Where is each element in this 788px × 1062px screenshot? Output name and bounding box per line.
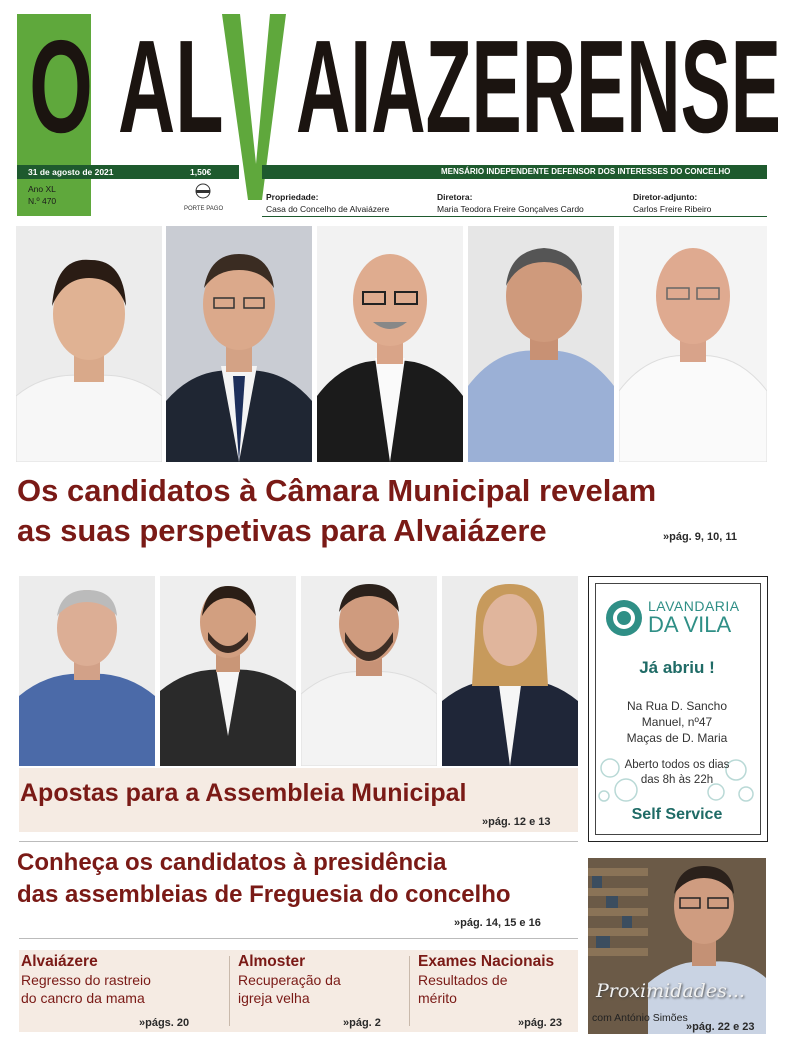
column-title: Proximidades... — [596, 980, 745, 1002]
masthead-title-right: AIAZERENSE — [296, 13, 781, 160]
freguesia-top-rule — [19, 841, 578, 842]
candidate-photo-5 — [619, 226, 767, 462]
assembleia-photo-4 — [442, 576, 578, 766]
lead-headline-line1: Os candidatos à Câmara Municipal revelam — [17, 473, 657, 508]
ad-brand-line2: DA VILA — [648, 612, 732, 637]
issue-date: 31 de agosto de 2021 — [28, 167, 114, 177]
bottom-story-3-line2: mérito — [418, 990, 457, 1006]
issue-year: Ano XL — [28, 184, 56, 194]
bottom-story-3[interactable] — [418, 953, 576, 1031]
lead-headline-line2: as suas perspetivas para Alvaiázere — [17, 513, 547, 548]
freguesia-page-ref: »pág. 14, 15 e 16 — [454, 917, 541, 929]
bottom-story-2-line2: igreja velha — [238, 990, 310, 1006]
ad-hours-line2: das 8h às 22h — [640, 774, 714, 786]
bottom-divider-2 — [409, 956, 410, 1026]
issue-number: N.º 470 — [28, 196, 57, 206]
proximidades-photo[interactable] — [588, 858, 766, 1034]
bottom-story-1-title: Alvaiázere — [21, 953, 98, 970]
freguesia-headline-line2: das assembleias de Freguesia do concelho — [17, 881, 511, 908]
bottom-story-2-line1: Recuperação da — [238, 972, 341, 988]
bottom-story-3-line1: Resultados de — [418, 972, 508, 988]
diretora-label: Diretora: — [437, 192, 473, 202]
column-page-ref: »pág. 22 e 23 — [686, 1021, 755, 1033]
bottom-divider-1 — [229, 956, 230, 1026]
masthead-tagline: MENSÁRIO INDEPENDENTE DEFENSOR DOS INTERESSES DO CONCELHO — [441, 167, 731, 176]
ad-self-service: Self Service — [631, 806, 723, 823]
washing-machine-icon — [604, 598, 644, 638]
ad-hours-line1: Aberto todos os dias — [624, 759, 730, 771]
candidate-photo-1 — [16, 226, 162, 462]
bottom-story-1-line2: do cancro da mama — [21, 990, 145, 1006]
masthead-o-letter: O — [29, 13, 93, 160]
candidate-photo-3 — [317, 226, 463, 462]
issue-price: 1,50€ — [190, 167, 212, 177]
ad-brand-line1: LAVANDARIA — [648, 598, 740, 614]
propriedade-label: Propriedade: — [266, 192, 319, 202]
assembleia-photo-2 — [160, 576, 296, 766]
assembleia-photo-3 — [301, 576, 437, 766]
bottom-story-2[interactable] — [238, 953, 406, 1031]
assembleia-photo-1 — [19, 576, 155, 766]
bottom-story-1-page-ref: »págs. 20 — [139, 1017, 190, 1029]
candidate-photo-4 — [468, 226, 614, 462]
diretor-adjunto-value: Carlos Freire Ribeiro — [633, 204, 712, 214]
porte-pago-stamp-icon — [188, 182, 218, 204]
column-byline: com António Simões — [592, 1012, 688, 1024]
ad-address-line1: Na Rua D. Sancho — [626, 699, 728, 713]
bottom-story-2-page-ref: »pág. 2 — [343, 1017, 381, 1029]
candidate-photo-2 — [166, 226, 312, 462]
diretor-adjunto-label: Diretor-adjunto: — [633, 192, 698, 202]
ad-address-line3: Maças de D. Maria — [626, 731, 728, 745]
freguesia-bottom-rule — [19, 938, 578, 939]
freguesia-headline-line1: Conheça os candidatos à presidência — [17, 849, 447, 876]
diretora-value: Maria Teodora Freire Gonçalves Cardo — [437, 204, 584, 214]
masthead-title-left: AL — [118, 13, 224, 160]
propriedade-value: Casa do Concelho de Alvaiázere — [266, 204, 390, 214]
ad-address-line2: Manuel, nº47 — [641, 715, 713, 729]
assembleia-page-ref: »pág. 12 e 13 — [482, 816, 551, 828]
bottom-story-3-page-ref: »pág. 23 — [518, 1017, 563, 1029]
bottom-story-3-title: Exames Nacionais — [418, 953, 555, 970]
bottom-story-2-title: Almoster — [238, 953, 306, 970]
ad-opened: Já abriu ! — [639, 658, 715, 677]
bottom-story-1[interactable] — [21, 953, 226, 1031]
assembleia-headline: Apostas para a Assembleia Municipal — [20, 779, 467, 807]
porte-pago-label: PORTE PAGO — [184, 206, 224, 212]
lead-page-ref: »pág. 9, 10, 11 — [663, 531, 737, 543]
masthead-rule — [262, 216, 767, 217]
bottom-story-1-line1: Regresso do rastreio — [21, 972, 151, 988]
